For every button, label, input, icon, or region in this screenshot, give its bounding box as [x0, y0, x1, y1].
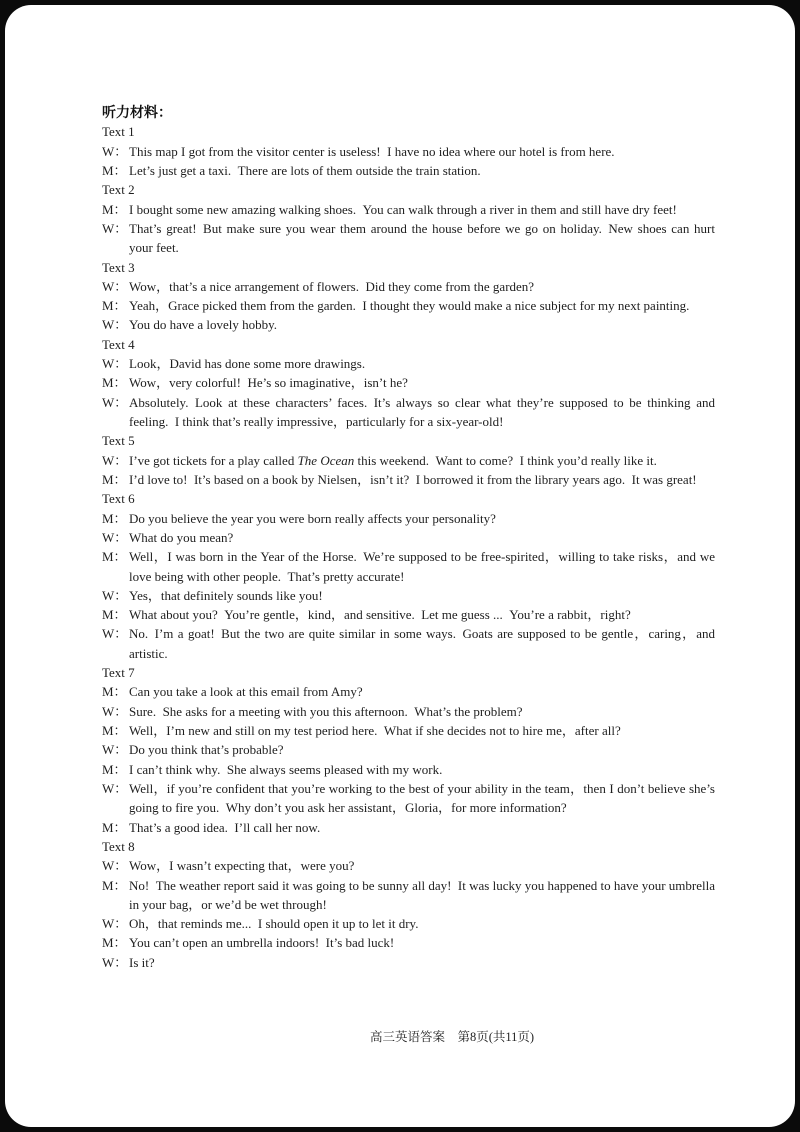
dialogue-line: [102, 721, 715, 740]
speaker-label: W：: [102, 529, 128, 545]
speaker-label: M：: [102, 549, 127, 565]
dialogue-line: [102, 277, 715, 296]
dialogue-text: Well，I was born in the Year of the Horse. We’re supposed to be free-spirited，willing to take risks，and we love being with other people. That’s pretty accurate!: [129, 549, 715, 584]
section-title: Text 5: [102, 433, 135, 449]
dialogue-text: Wow，that’s a nice arrangement of flowers. Did they come from the garden?: [129, 278, 535, 294]
dialogue-text: What do you mean?: [129, 529, 234, 545]
speaker-label: W：: [102, 220, 128, 236]
speaker-label: M：: [102, 510, 127, 526]
dialogue-text: That’s a good idea. I’ll call her now.: [129, 819, 321, 835]
speaker-label: M：: [102, 684, 127, 700]
speaker-label: M：: [102, 162, 127, 178]
speaker-label: M：: [102, 819, 127, 835]
speaker-label: M：: [102, 607, 127, 623]
speaker-label: W：: [102, 394, 128, 410]
speaker-label: M：: [102, 935, 127, 951]
page-footer: 高三英语答案 第8页(共11页): [369, 1030, 535, 1044]
dialogue-line: [102, 470, 715, 489]
dialogue-line: [102, 624, 715, 663]
dialogue-text: Absolutely. Look at these characters’ faces. It’s always so clear what they’re supposed to be thinking and feeling. I think that’s really impressive，particularly for a six-year-old!: [129, 394, 715, 429]
speaker-label: W：: [102, 954, 128, 970]
dialogue-text: You can’t open an umbrella indoors! It’s bad luck!: [129, 935, 395, 951]
dialogue-text: I’d love to! It’s based on a book by Nielsen，isn’t it? I borrowed it from the library years ago. It was great!: [129, 471, 697, 487]
page-content: [102, 103, 715, 972]
dialogue-text: Yeah，Grace picked them from the garden. I thought they would make a nice subject for my next painting.: [129, 298, 690, 314]
dialogue-line: [102, 547, 715, 586]
dialogue-line: [102, 779, 715, 818]
speaker-label: W：: [102, 626, 128, 642]
speaker-label: W：: [102, 703, 128, 719]
dialogue-text: I can’t think why. She always seems pleased with my work.: [129, 761, 443, 777]
dialogue-text: That’s great! But make sure you wear them around the house before we go on holiday. New shoes can hurt your feet.: [129, 220, 715, 256]
dialogue-text: Is it?: [129, 954, 155, 970]
section-title: Text 4: [102, 336, 135, 352]
dialogue-line: [102, 219, 715, 258]
dialogue-text: I bought some new amazing walking shoes. You can walk through a river in them and still have dry feet!: [129, 201, 677, 217]
speaker-label: W：: [102, 278, 128, 294]
speaker-label: W：: [102, 858, 128, 874]
dialogue-line: [102, 528, 715, 547]
dialogue-text: Sure. She asks for a meeting with you this afternoon. What’s the problem?: [129, 703, 523, 719]
speaker-label: W：: [102, 356, 128, 372]
dialogue-line: [102, 161, 715, 180]
dialogue-line: [102, 142, 715, 161]
dialogue-line: [102, 953, 715, 972]
section-title: Text 7: [102, 665, 135, 681]
dialogue-line: [102, 740, 715, 759]
section-title: Text 8: [102, 838, 135, 854]
speaker-label: M：: [102, 375, 127, 391]
dialogue-line: [102, 354, 715, 373]
section-title: Text 3: [102, 259, 135, 275]
section-title: Text 6: [102, 491, 135, 507]
dialogue-text: What about you? You’re gentle，kind，and sensitive. Let me guess ... You’re a rabbit，right?: [129, 607, 631, 623]
speaker-label: W：: [102, 143, 128, 159]
dialogue-text: Let’s just get a taxi. There are lots of them outside the train station.: [129, 162, 481, 178]
dialogue-line: [102, 914, 715, 933]
dialogue-line: [102, 373, 715, 392]
dialogue-text: Wow，I wasn’t expecting that，were you?: [129, 858, 355, 874]
speaker-label: M：: [102, 723, 127, 738]
speaker-label: W：: [102, 452, 128, 468]
dialogue-text: Yes，that definitely sounds like you!: [129, 587, 323, 603]
dialogue-text: Oh，that reminds me... I should open it up to let it dry.: [129, 916, 419, 932]
dialogue-line: [102, 682, 715, 701]
dialogue-text: Do you believe the year you were born really affects your personality?: [129, 510, 496, 526]
dialogue-text: This map I got from the visitor center is useless! I have no idea where our hotel is from here.: [129, 143, 615, 159]
dialogue-text: I’ve got tickets for a play called The Ocean this weekend. Want to come? I think you’d really like it.: [129, 452, 657, 468]
dialogue-line: [102, 818, 715, 837]
dialogue-line: [102, 315, 715, 334]
speaker-label: W：: [102, 317, 128, 333]
speaker-label: W：: [102, 916, 128, 932]
dialogue-line: [102, 933, 715, 952]
dialogue-text: Wow，very colorful! He’s so imaginative，isn’t he?: [129, 375, 408, 391]
section-title: Text 2: [102, 182, 135, 198]
dialogue-line: [102, 296, 715, 315]
dialogue-line: [102, 702, 715, 721]
dialogue-text: No! The weather report said it was going to be sunny all day! It was lucky you happened to have your umbrella in your bag，or we’d be wet through!: [129, 877, 715, 912]
dialogue-text: No. I’m a goat! But the two are quite similar in some ways. Goats are supposed to be gentle，caring，and artistic.: [129, 626, 715, 661]
speaker-label: M：: [102, 471, 127, 487]
document-page: [5, 5, 795, 1127]
page-heading: 听力材料：: [102, 104, 172, 120]
dialogue-text: You do have a lovely hobby.: [129, 317, 278, 333]
dialogue-line: [102, 509, 715, 528]
speaker-label: M：: [102, 877, 127, 893]
speaker-label: M：: [102, 201, 127, 217]
dialogue-line: [102, 200, 715, 219]
dialogue-text: Do you think that’s probable?: [129, 742, 284, 758]
dialogue-line: [102, 760, 715, 779]
dialogue-text: Well，if you’re confident that you’re working to the best of your ability in the team，then I don’t believe she’s going to fire you. Why don’t you ask her assistant，Gloria，for more information?: [129, 780, 715, 816]
dialogue-text: Well，I’m new and still on my test period here. What if she decides not to hire me，after all?: [129, 723, 621, 738]
dialogue-line: [102, 586, 715, 605]
speaker-label: W：: [102, 742, 128, 758]
speaker-label: W：: [102, 780, 128, 796]
speaker-label: W：: [102, 587, 128, 603]
dialogue-line: [102, 876, 715, 915]
dialogue-line: [102, 605, 715, 624]
dialogue-line: [102, 856, 715, 875]
speaker-label: M：: [102, 298, 127, 314]
transcript: [102, 122, 715, 972]
dialogue-text: Look，David has done some more drawings.: [129, 356, 366, 372]
dialogue-line: [102, 451, 715, 470]
speaker-label: M：: [102, 761, 127, 777]
dialogue-text: Can you take a look at this email from Amy?: [129, 684, 363, 700]
dialogue-line: [102, 393, 715, 432]
section-title: Text 1: [102, 124, 135, 140]
